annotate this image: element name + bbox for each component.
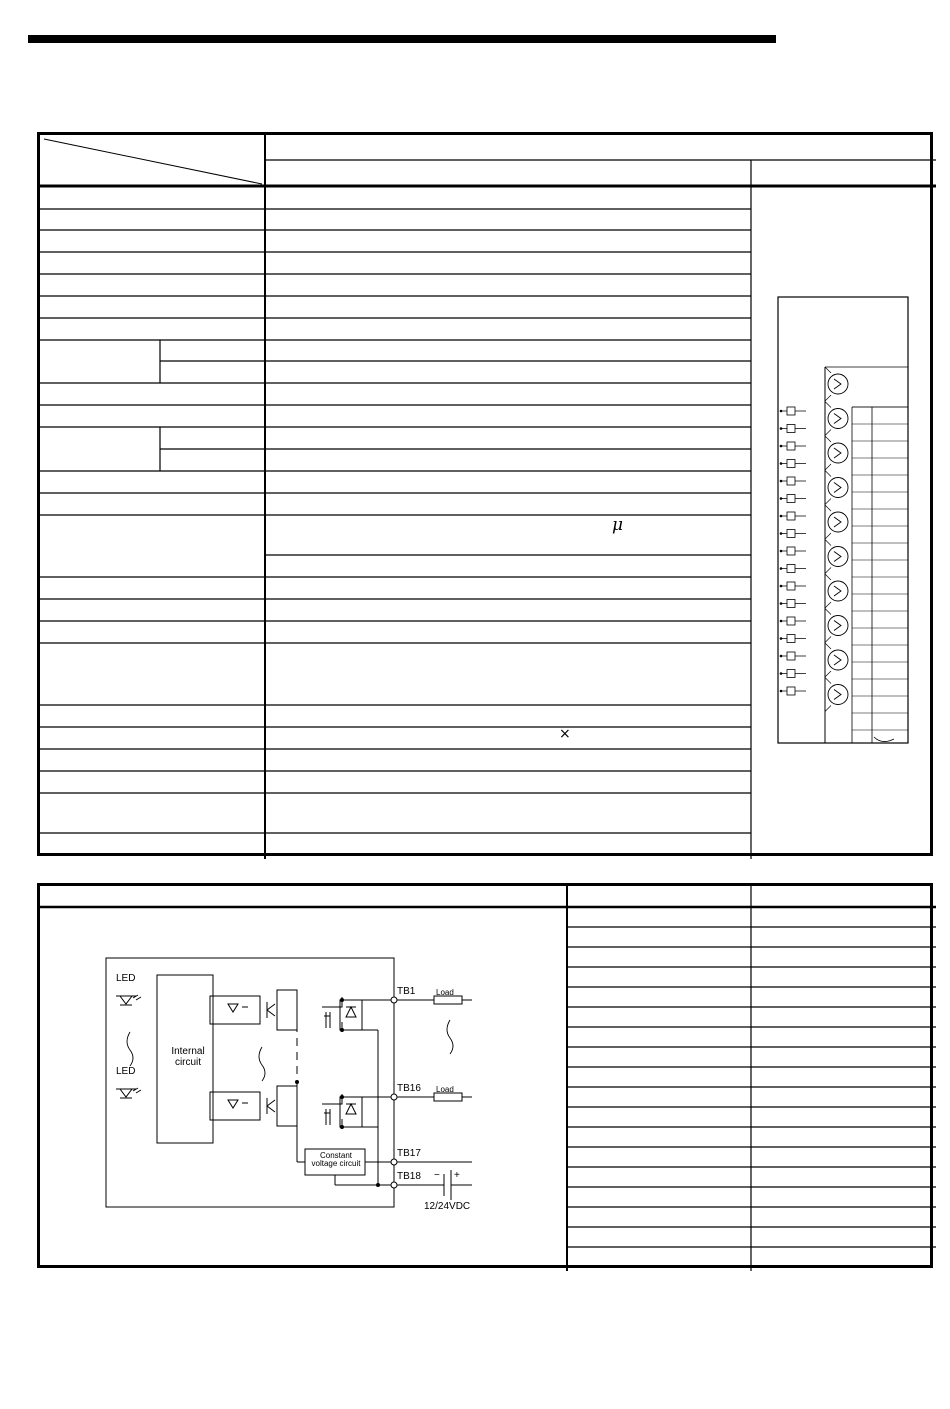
module-box (106, 958, 394, 1207)
terminal-screw-icon (828, 685, 848, 705)
terminal-label-tb17: TB17 (397, 1148, 421, 1159)
table-grid (40, 135, 936, 859)
mosfet-icon (322, 1094, 362, 1129)
mu-symbol: μ (612, 515, 624, 535)
header-bar (28, 35, 776, 43)
terminal-label-tb1: TB1 (397, 986, 416, 997)
table-row-lines (40, 209, 751, 833)
terminal-screw-icon (828, 478, 848, 498)
terminal-screw-icon (828, 443, 848, 463)
output-circuit-diagram (102, 952, 472, 1252)
load-label: Load (436, 1085, 454, 1094)
mosfet-icon (322, 997, 362, 1032)
terminal-screw-icon (828, 547, 848, 567)
terminal-screw-icon (828, 581, 848, 601)
constant-voltage-label: Constant voltage circuit (311, 1151, 361, 1169)
module-terminal-diagram (778, 297, 908, 743)
terminal-label-tb18: TB18 (397, 1171, 421, 1182)
times-symbol: × (559, 726, 571, 742)
photocoupler-icon (210, 996, 260, 1024)
internal-circuit-label: Internal circuit (171, 1046, 205, 1068)
header-diagonal-line (44, 139, 262, 184)
terminal-screw-icon (828, 650, 848, 670)
supply-voltage-label: 12/24VDC (424, 1201, 471, 1212)
terminal-label-tb16: TB16 (397, 1083, 421, 1094)
specification-table (37, 132, 933, 856)
photocoupler-icon (210, 1092, 260, 1120)
supply-minus-label: − (434, 1170, 440, 1181)
led-label: LED (116, 1066, 136, 1077)
led-icon (116, 995, 141, 1005)
external-connection-table (37, 883, 933, 1268)
led-label: LED (116, 973, 136, 984)
led-icon (116, 1088, 141, 1098)
terminal-screw-icon (828, 374, 848, 394)
supply-plus-label: + (454, 1170, 460, 1181)
terminal-screw-icon (828, 409, 848, 429)
load-label: Load (436, 988, 454, 997)
terminal-screw-icon (828, 616, 848, 636)
terminal-screw-icon (828, 512, 848, 532)
